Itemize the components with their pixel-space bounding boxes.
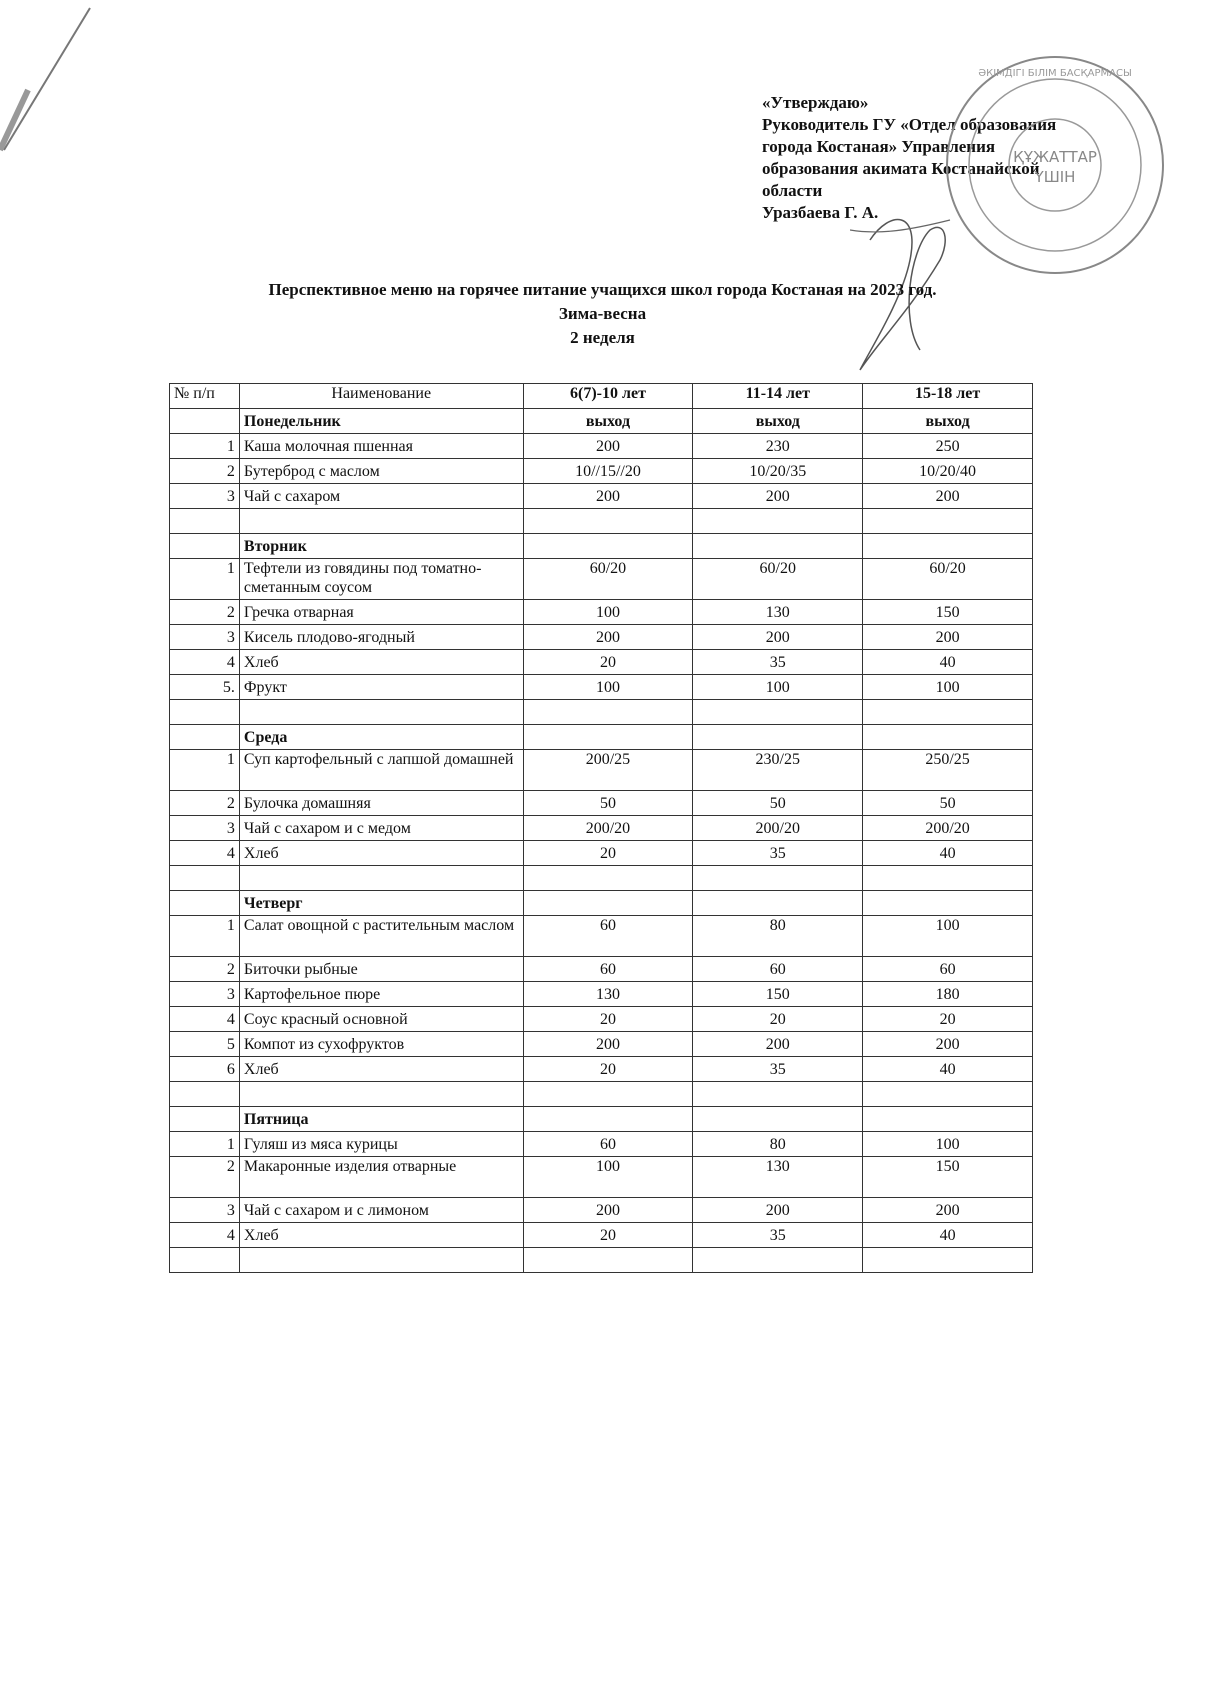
portion-value: 200: [523, 1032, 693, 1057]
item-number: 1: [170, 1132, 240, 1157]
empty-cell: [170, 509, 240, 534]
portion-value: 250/25: [863, 750, 1033, 791]
table-row: [170, 600, 1033, 625]
dish-name: Хлеб: [239, 841, 523, 866]
dish-name: Чай с сахаром: [239, 484, 523, 509]
blank-separator-row: [170, 700, 1033, 725]
table-row: [170, 1132, 1033, 1157]
dish-name: Чай с сахаром и с лимоном: [239, 1198, 523, 1223]
portion-value: 35: [693, 1223, 863, 1248]
item-number: 5: [170, 1032, 240, 1057]
portion-label: выход: [863, 409, 1033, 434]
empty-cell: [863, 1248, 1033, 1273]
portion-value: 100: [863, 916, 1033, 957]
dish-name: Бутерброд с маслом: [239, 459, 523, 484]
portion-value: 80: [693, 916, 863, 957]
portion-value: 60: [523, 1132, 693, 1157]
item-number: 3: [170, 1198, 240, 1223]
portion-label: [693, 534, 863, 559]
table-row: [170, 1007, 1033, 1032]
portion-label: [863, 725, 1033, 750]
item-number: 2: [170, 957, 240, 982]
approval-line: области: [762, 181, 823, 200]
blank-separator-row: [170, 1248, 1033, 1273]
portion-value: 10/20/35: [693, 459, 863, 484]
dish-name: Хлеб: [239, 1223, 523, 1248]
empty-cell: [170, 534, 240, 559]
portion-label: [693, 891, 863, 916]
portion-value: 230: [693, 434, 863, 459]
portion-value: 35: [693, 841, 863, 866]
document-title: Перспективное меню на горячее питание учащихся школ города Костаная на 2023 год.: [268, 280, 937, 299]
portion-value: 200: [523, 1198, 693, 1223]
dish-name: Кисель плодово-ягодный: [239, 625, 523, 650]
empty-cell: [863, 866, 1033, 891]
dish-name: Компот из сухофруктов: [239, 1032, 523, 1057]
empty-cell: [523, 700, 693, 725]
portion-value: 40: [863, 1057, 1033, 1082]
portion-value: 20: [863, 1007, 1033, 1032]
table-row: [170, 916, 1033, 957]
svg-text:ӘКІМДІГІ БІЛІМ БАСҚАРМАСЫ: ӘКІМДІГІ БІЛІМ БАСҚАРМАСЫ: [978, 68, 1132, 79]
portion-label: [523, 891, 693, 916]
dish-name: Картофельное пюре: [239, 982, 523, 1007]
column-header-number: № п/п: [170, 384, 240, 409]
table-row: [170, 1223, 1033, 1248]
empty-cell: [523, 866, 693, 891]
portion-value: 150: [863, 600, 1033, 625]
portion-label: [693, 725, 863, 750]
approval-line: города Костаная» Управления: [762, 137, 996, 156]
portion-label: [863, 534, 1033, 559]
dish-name: Соус красный основной: [239, 1007, 523, 1032]
portion-value: 180: [863, 982, 1033, 1007]
empty-cell: [693, 700, 863, 725]
portion-value: 130: [523, 982, 693, 1007]
blank-separator-row: [170, 866, 1033, 891]
dish-name: Гуляш из мяса курицы: [239, 1132, 523, 1157]
table-row: [170, 625, 1033, 650]
portion-value: 60: [693, 957, 863, 982]
portion-value: 50: [693, 791, 863, 816]
item-number: 3: [170, 484, 240, 509]
table-row: [170, 750, 1033, 791]
table-row: [170, 434, 1033, 459]
portion-label: [523, 1107, 693, 1132]
portion-label: [863, 891, 1033, 916]
table-row: [170, 559, 1033, 600]
portion-value: 100: [863, 1132, 1033, 1157]
table-row: [170, 791, 1033, 816]
portion-value: 200: [693, 1032, 863, 1057]
approval-signatory: Уразбаева Г. А.: [762, 203, 879, 222]
item-number: 2: [170, 459, 240, 484]
portion-value: 200: [523, 625, 693, 650]
empty-cell: [693, 1082, 863, 1107]
column-header-name: Наименование: [239, 384, 523, 409]
day-row: [170, 534, 1033, 559]
approval-line: Руководитель ГУ «Отдел образования: [762, 115, 1057, 134]
empty-cell: [170, 1107, 240, 1132]
dish-name: Салат овощной с растительным маслом: [239, 916, 523, 957]
portion-value: 60: [523, 957, 693, 982]
portion-value: 200: [693, 625, 863, 650]
empty-cell: [239, 700, 523, 725]
item-number: 2: [170, 791, 240, 816]
item-number: 6: [170, 1057, 240, 1082]
dish-name: Суп картофельный с лапшой домашней: [239, 750, 523, 791]
portion-label: [523, 534, 693, 559]
table-row: [170, 675, 1033, 700]
portion-value: 60: [863, 957, 1033, 982]
dish-name: Тефтели из говядины под томатно-сметанным соусом: [239, 559, 523, 600]
portion-value: 200: [693, 1198, 863, 1223]
portion-value: 200: [863, 625, 1033, 650]
empty-cell: [170, 866, 240, 891]
blank-separator-row: [170, 509, 1033, 534]
portion-value: 20: [523, 1223, 693, 1248]
portion-value: 150: [863, 1157, 1033, 1198]
portion-value: 100: [863, 675, 1033, 700]
dish-name: Каша молочная пшенная: [239, 434, 523, 459]
empty-cell: [693, 1248, 863, 1273]
portion-value: 130: [693, 600, 863, 625]
portion-value: 200: [693, 484, 863, 509]
day-name: Понедельник: [239, 409, 523, 434]
table-row: [170, 816, 1033, 841]
portion-value: 60/20: [693, 559, 863, 600]
empty-cell: [239, 866, 523, 891]
day-name: Вторник: [239, 534, 523, 559]
portion-value: 40: [863, 650, 1033, 675]
empty-cell: [239, 509, 523, 534]
portion-value: 230/25: [693, 750, 863, 791]
blank-separator-row: [170, 1082, 1033, 1107]
column-header-age-15-18: 15-18 лет: [863, 384, 1033, 409]
dish-name: Гречка отварная: [239, 600, 523, 625]
empty-cell: [523, 509, 693, 534]
portion-value: 10/20/40: [863, 459, 1033, 484]
portion-label: [693, 1107, 863, 1132]
empty-cell: [170, 725, 240, 750]
portion-label: [863, 1107, 1033, 1132]
day-name: Четверг: [239, 891, 523, 916]
dish-name: Чай с сахаром и с медом: [239, 816, 523, 841]
portion-value: 100: [523, 1157, 693, 1198]
portion-label: выход: [523, 409, 693, 434]
item-number: 3: [170, 625, 240, 650]
portion-value: 200/20: [863, 816, 1033, 841]
item-number: 4: [170, 1223, 240, 1248]
portion-value: 50: [863, 791, 1033, 816]
menu-table: [169, 383, 1033, 1273]
day-row: [170, 725, 1033, 750]
table-row: [170, 484, 1033, 509]
table-header-row: [170, 384, 1033, 409]
dish-name: Хлеб: [239, 1057, 523, 1082]
portion-value: 60/20: [863, 559, 1033, 600]
empty-cell: [170, 700, 240, 725]
scan-edge-mark: [0, 0, 100, 160]
empty-cell: [239, 1248, 523, 1273]
empty-cell: [523, 1248, 693, 1273]
day-row: [170, 1107, 1033, 1132]
portion-label: [523, 725, 693, 750]
portion-value: 10//15//20: [523, 459, 693, 484]
svg-text:ҮШІН: ҮШІН: [1034, 168, 1076, 186]
portion-value: 20: [523, 1007, 693, 1032]
portion-value: 60: [523, 916, 693, 957]
item-number: 1: [170, 750, 240, 791]
portion-value: 80: [693, 1132, 863, 1157]
table-row: [170, 459, 1033, 484]
portion-value: 130: [693, 1157, 863, 1198]
item-number: 4: [170, 841, 240, 866]
portion-value: 150: [693, 982, 863, 1007]
dish-name: Макаронные изделия отварные: [239, 1157, 523, 1198]
portion-value: 200/20: [693, 816, 863, 841]
item-number: 3: [170, 982, 240, 1007]
table-row: [170, 1198, 1033, 1223]
portion-value: 100: [523, 600, 693, 625]
empty-cell: [170, 1082, 240, 1107]
item-number: 2: [170, 600, 240, 625]
portion-label: выход: [693, 409, 863, 434]
portion-value: 200: [523, 484, 693, 509]
menu-table-body: [170, 384, 1033, 1273]
svg-text:ҚҰЖАТТАР: ҚҰЖАТТАР: [1013, 148, 1097, 166]
approval-line: образования акимата Костанайской: [762, 159, 1040, 178]
empty-cell: [863, 509, 1033, 534]
portion-value: 60/20: [523, 559, 693, 600]
portion-value: 35: [693, 1057, 863, 1082]
empty-cell: [863, 1082, 1033, 1107]
item-number: 3: [170, 816, 240, 841]
day-name: Пятница: [239, 1107, 523, 1132]
portion-value: 250: [863, 434, 1033, 459]
item-number: 2: [170, 1157, 240, 1198]
portion-value: 20: [693, 1007, 863, 1032]
column-header-age-6-10: 6(7)-10 лет: [523, 384, 693, 409]
portion-value: 20: [523, 1057, 693, 1082]
portion-value: 200: [863, 1198, 1033, 1223]
empty-cell: [170, 1248, 240, 1273]
item-number: 4: [170, 1007, 240, 1032]
empty-cell: [693, 866, 863, 891]
approval-line: «Утверждаю»: [762, 93, 869, 112]
season-label: Зима-весна: [558, 304, 647, 323]
portion-value: 50: [523, 791, 693, 816]
empty-cell: [239, 1082, 523, 1107]
table-row: [170, 1032, 1033, 1057]
item-number: 1: [170, 916, 240, 957]
item-number: 5.: [170, 675, 240, 700]
dish-name: Биточки рыбные: [239, 957, 523, 982]
portion-value: 200/25: [523, 750, 693, 791]
day-name: Среда: [239, 725, 523, 750]
table-row: [170, 1057, 1033, 1082]
empty-cell: [523, 1082, 693, 1107]
dish-name: Булочка домашняя: [239, 791, 523, 816]
dish-name: Хлеб: [239, 650, 523, 675]
portion-value: 200: [863, 1032, 1033, 1057]
day-row: [170, 891, 1033, 916]
empty-cell: [170, 891, 240, 916]
table-row: [170, 841, 1033, 866]
empty-cell: [693, 509, 863, 534]
portion-value: 100: [693, 675, 863, 700]
table-row: [170, 982, 1033, 1007]
portion-value: 35: [693, 650, 863, 675]
table-row: [170, 957, 1033, 982]
portion-value: 40: [863, 1223, 1033, 1248]
empty-cell: [863, 700, 1033, 725]
item-number: 4: [170, 650, 240, 675]
portion-value: 200: [863, 484, 1033, 509]
portion-value: 200/20: [523, 816, 693, 841]
week-label: 2 неделя: [570, 328, 635, 347]
portion-value: 100: [523, 675, 693, 700]
portion-value: 40: [863, 841, 1033, 866]
portion-value: 20: [523, 841, 693, 866]
item-number: 1: [170, 434, 240, 459]
portion-value: 20: [523, 650, 693, 675]
dish-name: Фрукт: [239, 675, 523, 700]
empty-cell: [170, 409, 240, 434]
portion-value: 200: [523, 434, 693, 459]
day-row: [170, 409, 1033, 434]
document-heading: [0, 278, 1205, 350]
column-header-age-11-14: 11-14 лет: [693, 384, 863, 409]
item-number: 1: [170, 559, 240, 600]
official-stamp: [940, 50, 1170, 280]
table-row: [170, 650, 1033, 675]
table-row: [170, 1157, 1033, 1198]
